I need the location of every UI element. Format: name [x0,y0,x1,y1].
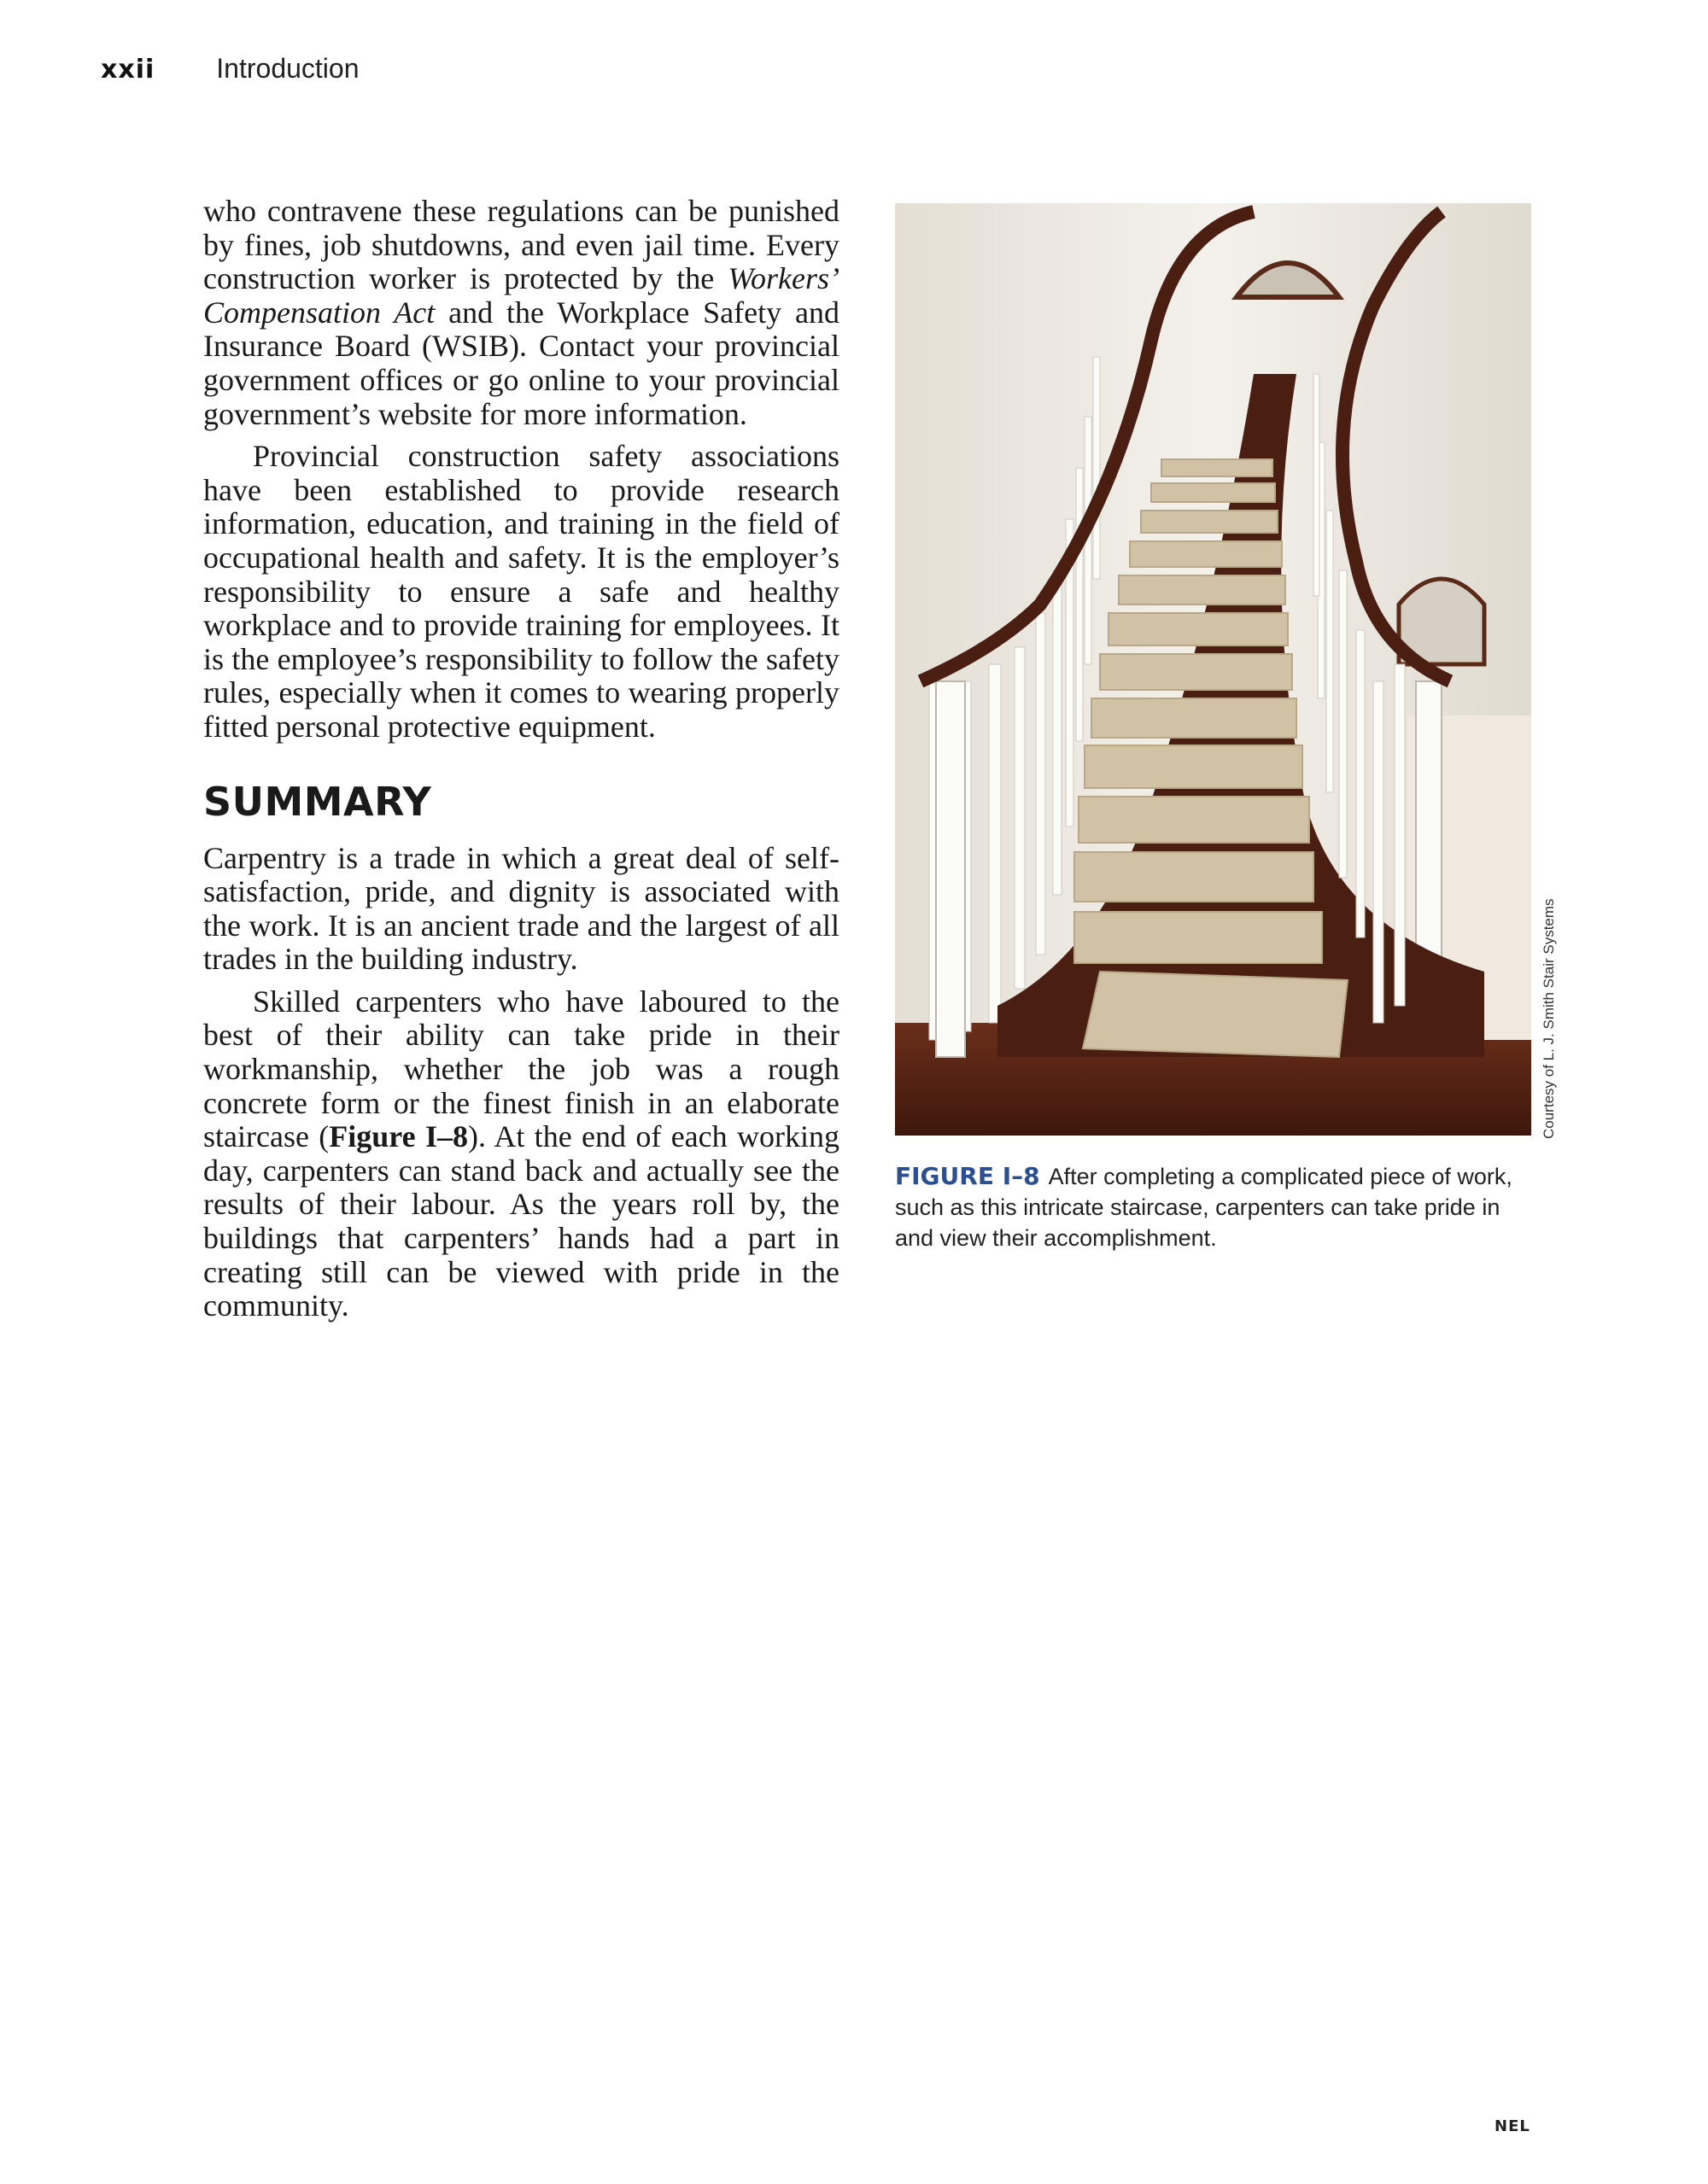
paragraph-4: Skilled carpenters who have laboured to the best of their ability can take pride in their workmanship, whether the job was a rough concrete form or the finest finish in an elaborate staircase (Figure I–8). At the end of each working day, carpenters can stand back and actually see the results of their labour. As the years roll by, the buildings that carpenters’ hands had a part in creating still can be viewed with pride in the community. [203,984,839,1323]
act-title: Workers’ Compensation Act [203,261,839,330]
caption-label: FIGURE I–8 [895,1162,1040,1190]
staircase-photo [895,203,1531,1136]
paragraph-2: Provincial construction safety associations have been established to provide research information, education, and training in the field of occupational health and safety. It is the employer’s responsibility to ensure a safe and healthy workplace and to provide training for employees. It is the employee’s responsibility to follow the safety rules, especially when it comes to wearing properly fitted personal protective equipment. [203,439,839,744]
staircase-illustration [895,203,1531,1136]
text-column [203,195,839,1332]
paragraph-3: Carpentry is a trade in which a great deal of self-satisfaction, pride, and dignity is associated with the work. It is an ancient trade and the largest of all trades in the building industry. [203,840,839,977]
running-head [101,53,360,96]
page-number: xxii [101,55,155,85]
figure-caption [895,1161,1531,1253]
summary-heading: SUMMARY [203,778,432,825]
paragraph-1: who contravene these regulations can be punished by fines, job shutdowns, and even jail time. Every construction worker is protected by the Workers’ Compensation Act and the Workplace Safety and Insurance Board (WSIB). Contact your provincial government offices or go online to your provincial government’s website for more information. [203,194,840,431]
caption-text: After completing a complicated piece of work, such as this intricate staircase, carpenters can take pride in and view their accomplishment. [895,1164,1512,1251]
figure-reference[interactable]: Figure I–8 [329,1119,468,1154]
publisher-mark: NEL [1494,2117,1530,2135]
section-name: Introduction [216,53,360,84]
photo-credit: Courtesy of L. J. Smith Stair Systems [1541,898,1557,1139]
